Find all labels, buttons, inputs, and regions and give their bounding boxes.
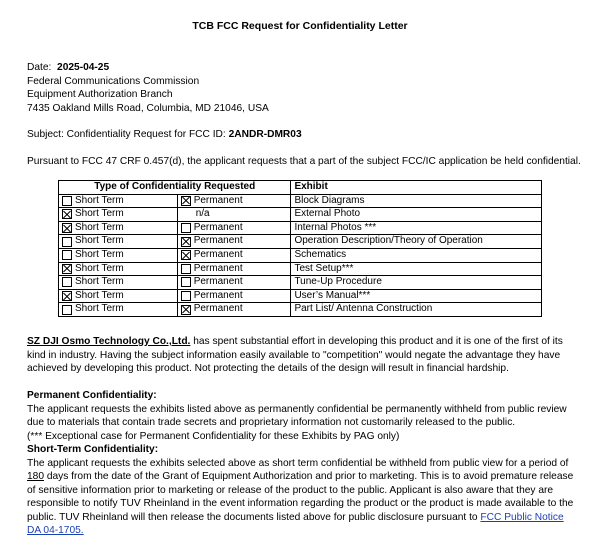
subject-line (27, 128, 302, 142)
header-type: Type of Confidentiality Requested (59, 181, 291, 195)
table-row (59, 248, 542, 262)
short-term-label: Short Term (75, 221, 124, 233)
permanent-label: Permanent (193, 303, 243, 315)
permanent-checkbox[interactable] (181, 305, 191, 315)
table-row (59, 303, 542, 317)
short-term-checkbox[interactable] (62, 291, 72, 301)
short-term-label: Short Term (75, 303, 124, 315)
short-term-checkbox[interactable] (62, 209, 72, 219)
short-term-cell (59, 276, 178, 290)
permanent-checkbox[interactable] (181, 264, 191, 274)
table-header-row (59, 181, 542, 195)
short-term-cell (59, 248, 178, 262)
permanent-label: Permanent (193, 289, 243, 301)
permanent-label: Permanent (193, 221, 243, 233)
short-term-cell (59, 221, 178, 235)
short-term-checkbox[interactable] (62, 196, 72, 206)
permanent-cell (177, 262, 291, 276)
short-term-checkbox[interactable] (62, 237, 72, 247)
short-term-label: Short Term (75, 235, 124, 247)
permanent-cell (177, 303, 291, 317)
short-term-text-part2: days from the date of the Grant of Equipment Authorization and prior to marketing. This is to avoid premature release of sensitive information prior to marketing or release of the product to the public. Applicant is also aware that they are responsible to notify TUV Rheinland in the event information regarding the product or the product is made available to the public. TUV Rheinland will then release the documents listed above for public disclosure pursuant to (27, 471, 574, 523)
exhibit-cell: Part List/ Antenna Construction (291, 303, 542, 317)
permanent-text: The applicant requests the exhibits listed above as permanently confidential be permanently withheld from public review due to materials that contain trade secrets and proprietary information not customarily released to the public. (27, 403, 567, 428)
company-paragraph-text: has spent substantial effort in developing this product and it is one of the first of its kind in industry. Having the subject information easily available to "competition" would negate the advantage they have achieved by developing this product. Not protecting the details of the design will result in financial hardship. (27, 336, 563, 374)
short-term-label: Short Term (75, 208, 124, 220)
header-exhibit: Exhibit (291, 181, 542, 195)
date-block (27, 61, 269, 115)
permanent-cell (177, 194, 291, 208)
exhibit-cell: Schematics (291, 248, 542, 262)
exhibit-cell: Block Diagrams (291, 194, 542, 208)
permanent-checkbox[interactable] (181, 277, 191, 287)
date-value: 2025-04-25 (57, 62, 110, 73)
short-term-label: Short Term (75, 276, 124, 288)
table-row (59, 289, 542, 303)
fcc-public-notice-link[interactable]: FCC Public Notice DA 04-1705. (27, 511, 564, 536)
short-term-cell (59, 194, 178, 208)
table-row (59, 262, 542, 276)
exhibit-cell: Operation Description/Theory of Operation (291, 235, 542, 249)
permanent-label: Permanent (193, 276, 243, 288)
short-term-text (27, 457, 575, 538)
permanent-note: (*** Exceptional case for Permanent Confidentiality for these Exhibits by PAG only) (27, 430, 400, 442)
permanent-cell (177, 289, 291, 303)
table-row (59, 208, 542, 222)
short-term-label: Short Term (75, 289, 124, 301)
short-term-text-part1: The applicant requests the exhibits selected above as short term confidential be withheld from public view for a period of (27, 457, 569, 469)
permanent-cell (177, 208, 291, 222)
table-body (59, 194, 542, 316)
permanent-checkbox[interactable] (181, 237, 191, 247)
fcc-id: 2ANDR-DMR03 (228, 129, 302, 140)
short-term-label: Short Term (75, 194, 124, 206)
permanent-label: Permanent (193, 235, 243, 247)
exhibit-cell: Tune-Up Procedure (291, 276, 542, 290)
table-row (59, 194, 542, 208)
company-name: SZ DJI Osmo Technology Co.,Ltd. (27, 336, 191, 347)
page-title: TCB FCC Request for Confidentiality Letter (192, 20, 408, 32)
address-line: 7435 Oakland Mills Road, Columbia, MD 21046, USA (27, 102, 269, 114)
exhibit-cell: Test Setup*** (291, 262, 542, 276)
permanent-cell (177, 221, 291, 235)
exhibit-cell: User’s Manual*** (291, 289, 542, 303)
exhibit-cell: External Photo (291, 208, 542, 222)
short-term-checkbox[interactable] (62, 250, 72, 260)
confidentiality-section (27, 389, 575, 538)
table-row (59, 235, 542, 249)
short-term-cell (59, 208, 178, 222)
permanent-na-text: n/a (195, 208, 210, 220)
exhibit-cell: Internal Photos *** (291, 221, 542, 235)
short-term-checkbox[interactable] (62, 223, 72, 233)
short-term-cell (59, 262, 178, 276)
short-term-label: Short Term (75, 262, 124, 274)
permanent-checkbox[interactable] (181, 291, 191, 301)
permanent-checkbox[interactable] (181, 223, 191, 233)
table-row (59, 276, 542, 290)
permanent-heading: Permanent Confidentiality: (27, 390, 157, 401)
company-paragraph (27, 335, 575, 376)
short-term-checkbox[interactable] (62, 264, 72, 274)
pursuant-text: Pursuant to FCC 47 CRF 0.457(d), the applicant requests that a part of the subject FCC/IC application be held confidential. (27, 156, 581, 167)
short-term-cell (59, 289, 178, 303)
date-line (27, 61, 269, 75)
permanent-checkbox[interactable] (181, 196, 191, 206)
permanent-cell (177, 248, 291, 262)
confidentiality-table (58, 180, 542, 317)
short-term-cell (59, 235, 178, 249)
short-term-label: Short Term (75, 248, 124, 260)
address-line: Equipment Authorization Branch (27, 89, 173, 100)
address-line: Federal Communications Commission (27, 75, 200, 87)
permanent-cell (177, 276, 291, 290)
short-term-checkbox[interactable] (62, 305, 72, 315)
short-term-cell (59, 303, 178, 317)
permanent-cell (177, 235, 291, 249)
short-term-days: 180 (27, 471, 44, 482)
date-label: Date: (27, 62, 52, 73)
subject-label: Subject: Confidentiality Request for FCC ID: (27, 129, 226, 140)
permanent-label: Permanent (193, 194, 243, 206)
permanent-label: Permanent (193, 262, 243, 274)
table-row (59, 221, 542, 235)
permanent-checkbox[interactable] (181, 250, 191, 260)
permanent-label: Permanent (193, 248, 243, 260)
short-term-checkbox[interactable] (62, 277, 72, 287)
short-term-heading: Short-Term Confidentiality: (27, 444, 159, 455)
